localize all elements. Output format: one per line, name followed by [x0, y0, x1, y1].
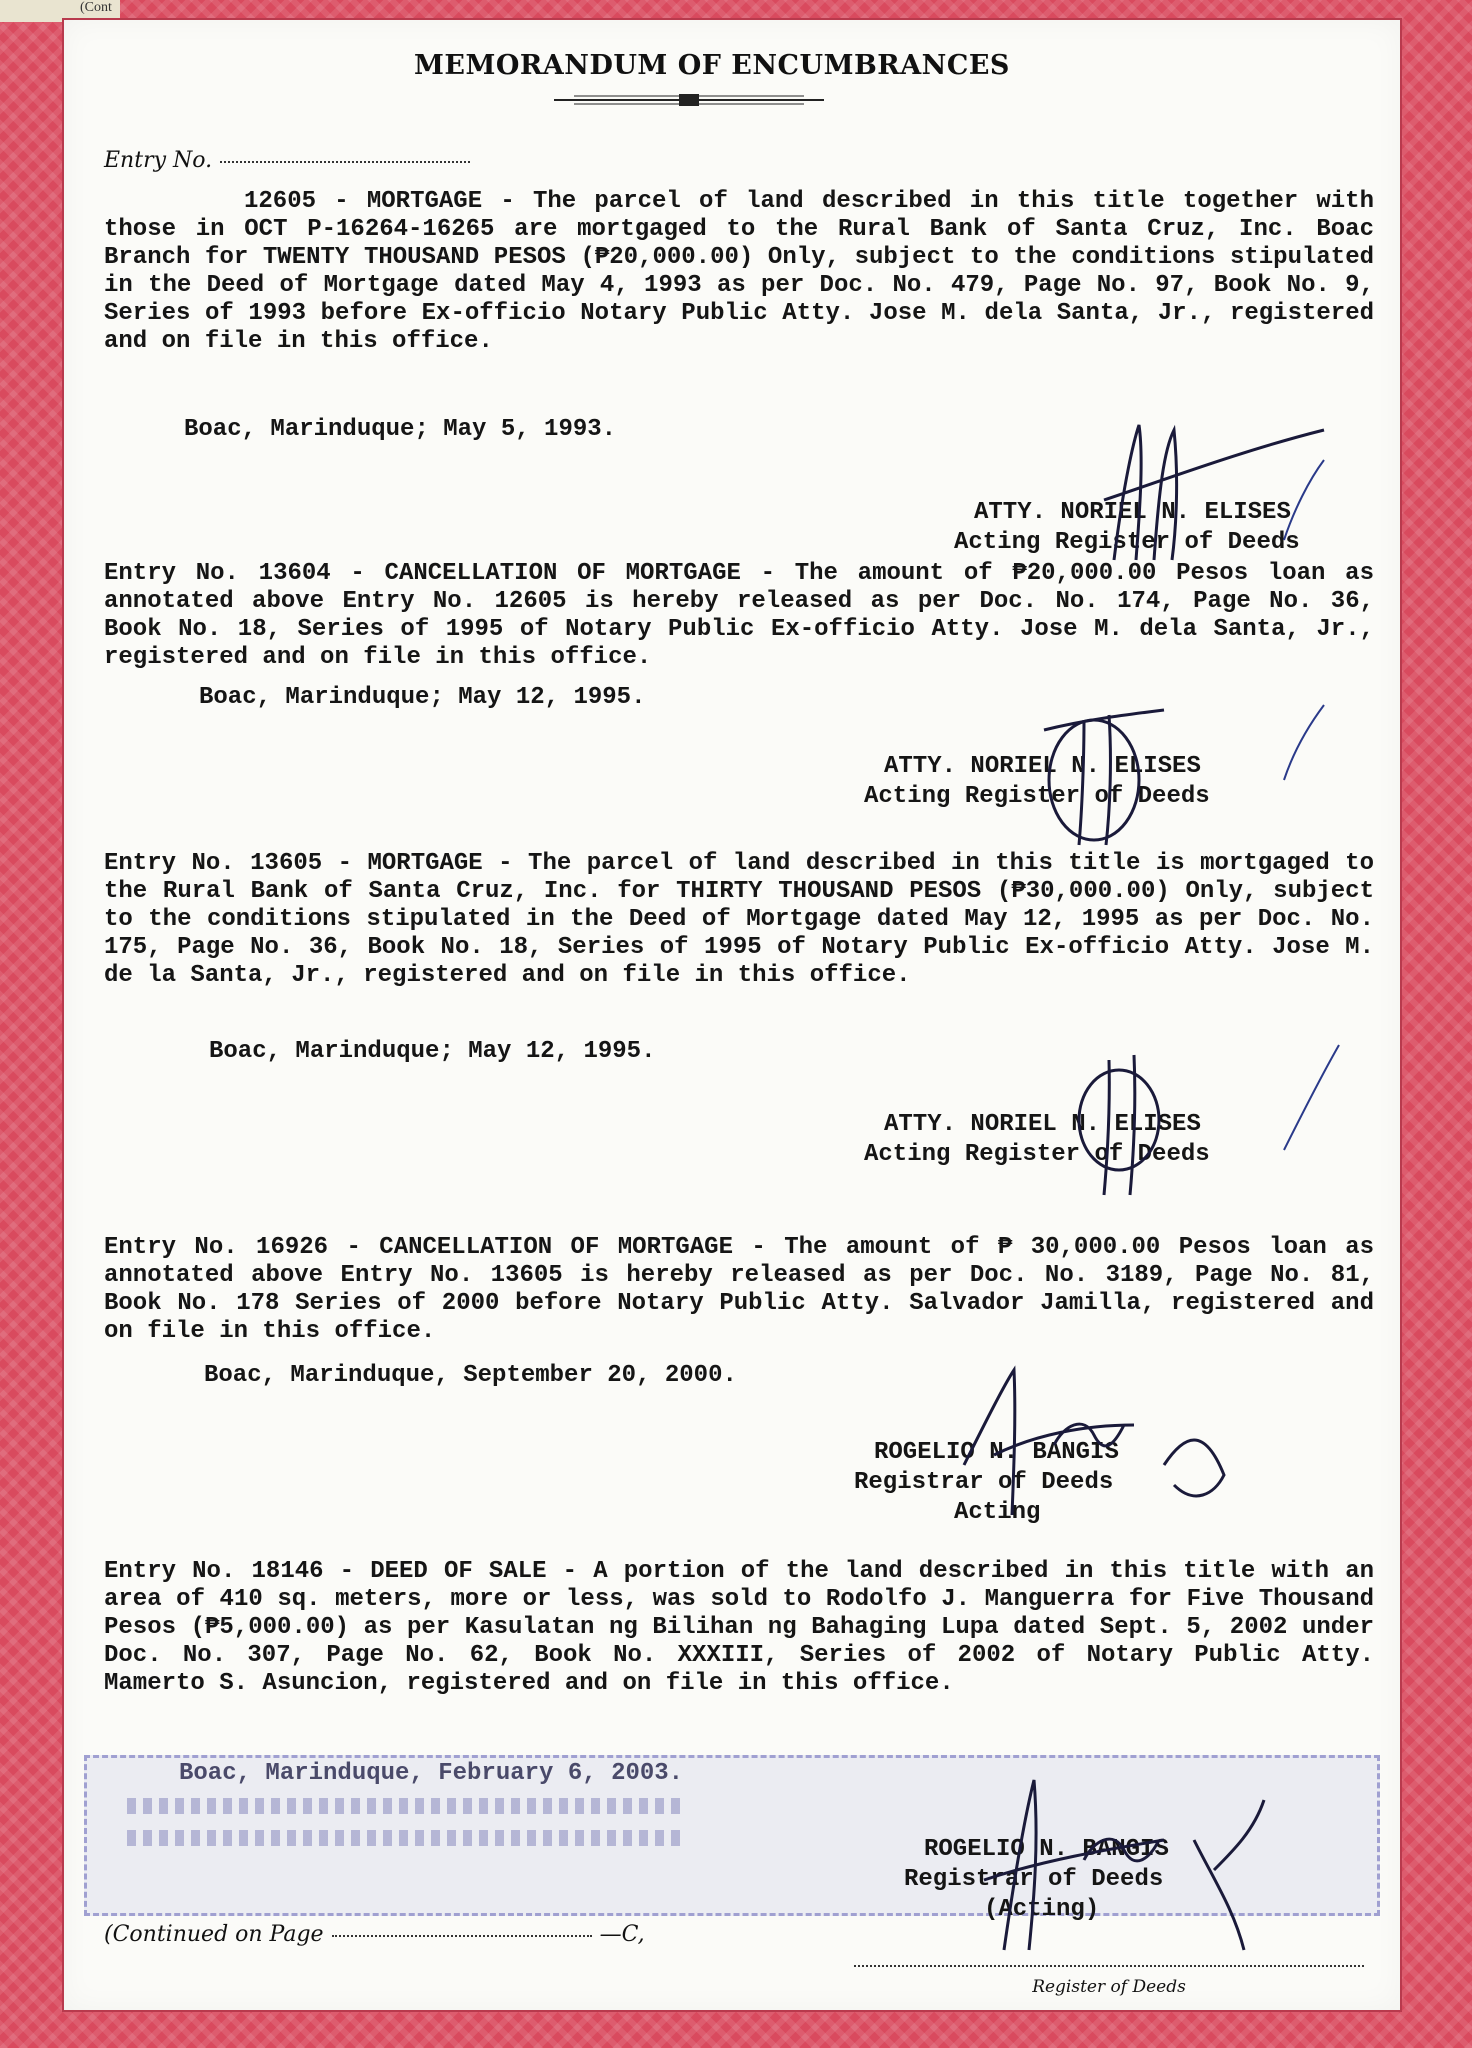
signatory-name: ATTY. NORIEL N. ELISES — [974, 499, 1291, 526]
entry-18146-place-date: Boac, Marinduque, February 6, 2003. — [179, 1760, 684, 1787]
entry-16926-text — [104, 1234, 1374, 1346]
signatory-title: Acting Register of Deeds — [864, 1141, 1210, 1168]
entry-body: Entry No. 18146 - DEED OF SALE - A portion of the land described in this title with an area of 410 sq. meters, more or less, was sold to Rodolfo J. Manguerra for Five Thousand Pesos (₱5,000.00) as per Kasulatan ng Bilihan ng Bahaging Lupa dated Sept. 5, 2002 under Doc. No. 307, Page No. 62, Book No. XXXIII, Series of 2002 of Notary Public Atty. Mamerto S. Asuncion, registered and on file in this office. — [104, 1558, 1374, 1697]
entry-13604-text — [104, 560, 1374, 672]
entry-number-blank — [220, 161, 470, 163]
continued-on-page — [104, 1922, 645, 1947]
page-title: MEMORANDUM OF ENCUMBRANCES — [414, 50, 1010, 81]
signatory-name: ATTY. NORIEL N. ELISES — [884, 753, 1201, 780]
entry-body: Entry No. 16926 - CANCELLATION OF MORTGAGE - The amount of ₱ 30,000.00 Pesos loan as annotated above Entry No. 13605 is hereby released as per Doc. No. 3189, Page No. 81, Book No. 178 Series of 2000 before Notary Public Atty. Salvador Jamilla, registered and on file in this office. — [104, 1234, 1374, 1345]
entry-16926-signature-block — [854, 1438, 1119, 1528]
continued-suffix: —C, — [599, 1922, 645, 1947]
signatory-name: ATTY. NORIEL N. ELISES — [884, 1111, 1201, 1138]
entry-body: Entry No. 13605 - MORTGAGE - The parcel of land described in this title is mortgaged to the Rural Bank of Santa Cruz, Inc. for THIRTY THOUSAND PESOS (₱30,000.00) Only, subject to the conditions stipulated in the Deed of Mortgage dated May 12, 1995 as per Doc. No. 175, Page No. 36, Book No. 18, Series of 1995 of Notary Public Ex-officio Atty. Jose M. de la Santa, Jr., registered and on file in this office. — [104, 850, 1374, 989]
title-ornament — [554, 92, 824, 108]
entry-16926-place-date: Boac, Marinduque, September 20, 2000. — [204, 1362, 737, 1389]
entry-13605-text — [104, 850, 1374, 990]
entry-12605-text — [104, 188, 1374, 356]
entry-12605-place-date: Boac, Marinduque; May 5, 1993. — [184, 416, 617, 443]
register-of-deeds-line — [854, 1965, 1364, 1997]
stamp-smudge — [127, 1830, 687, 1846]
entry-body: 12605 - MORTGAGE - The parcel of land described in this title together with those in OCT P-16264-16265 are mortgaged to the Rural Bank of Santa Cruz, Inc. Boac Branch for TWENTY THOUSAND PESOS (₱20,000.00) Only, subject to the conditions stipulated in the Deed of Mortgage dated May 4, 1993 as per Doc. No. 479, Page No. 97, Book No. 9, Series of 1993 before Ex-officio Notary Public Atty. Jose M. dela Santa, Jr., registered and on file in this office. — [104, 188, 1374, 355]
entry-number-label — [104, 148, 470, 173]
entry-13605-place-date: Boac, Marinduque; May 12, 1995. — [209, 1038, 656, 1065]
entry-13604-signature-block — [854, 752, 1210, 812]
signatory-name: ROGELIO N. BANGIS — [924, 1836, 1169, 1863]
entry-body: Entry No. 13604 - CANCELLATION OF MORTGAGE - The amount of ₱20,000.00 Pesos loan as annotated above Entry No. 12605 is hereby released as per Doc. No. 174, Page No. 36, Book No. 18, Series of 1995 of Notary Public Ex-officio Atty. Jose M. dela Santa, Jr., registered and on file in this office. — [104, 560, 1374, 671]
continued-page-blank — [332, 1935, 592, 1937]
signatory-name: ROGELIO N. BANGIS — [874, 1439, 1119, 1466]
corner-label: (Cont — [0, 0, 120, 22]
signatory-title: Registrar of Deeds — [904, 1866, 1164, 1893]
signatory-title: Registrar of Deeds — [854, 1469, 1114, 1496]
signatory-note: (Acting) — [984, 1896, 1100, 1923]
signatory-note: Acting — [954, 1499, 1041, 1526]
entry-label-text: Entry No. — [104, 148, 213, 173]
entry-13605-signature-block — [864, 1110, 1210, 1170]
signatory-title: Acting Register of Deeds — [954, 529, 1300, 556]
signatory-title: Acting Register of Deeds — [864, 783, 1210, 810]
memorandum-page — [62, 18, 1402, 2012]
continued-label: (Continued on Page — [104, 1922, 324, 1947]
entry-18146-signature-block — [904, 1835, 1169, 1925]
stamp-smudge — [127, 1798, 687, 1814]
entry-12605-signature-block — [904, 498, 1300, 558]
entry-13604-place-date: Boac, Marinduque; May 12, 1995. — [199, 684, 646, 711]
entry-18146-text — [104, 1558, 1374, 1698]
register-of-deeds-label: Register of Deeds — [1032, 1977, 1186, 1997]
signature-line — [854, 1965, 1364, 1967]
